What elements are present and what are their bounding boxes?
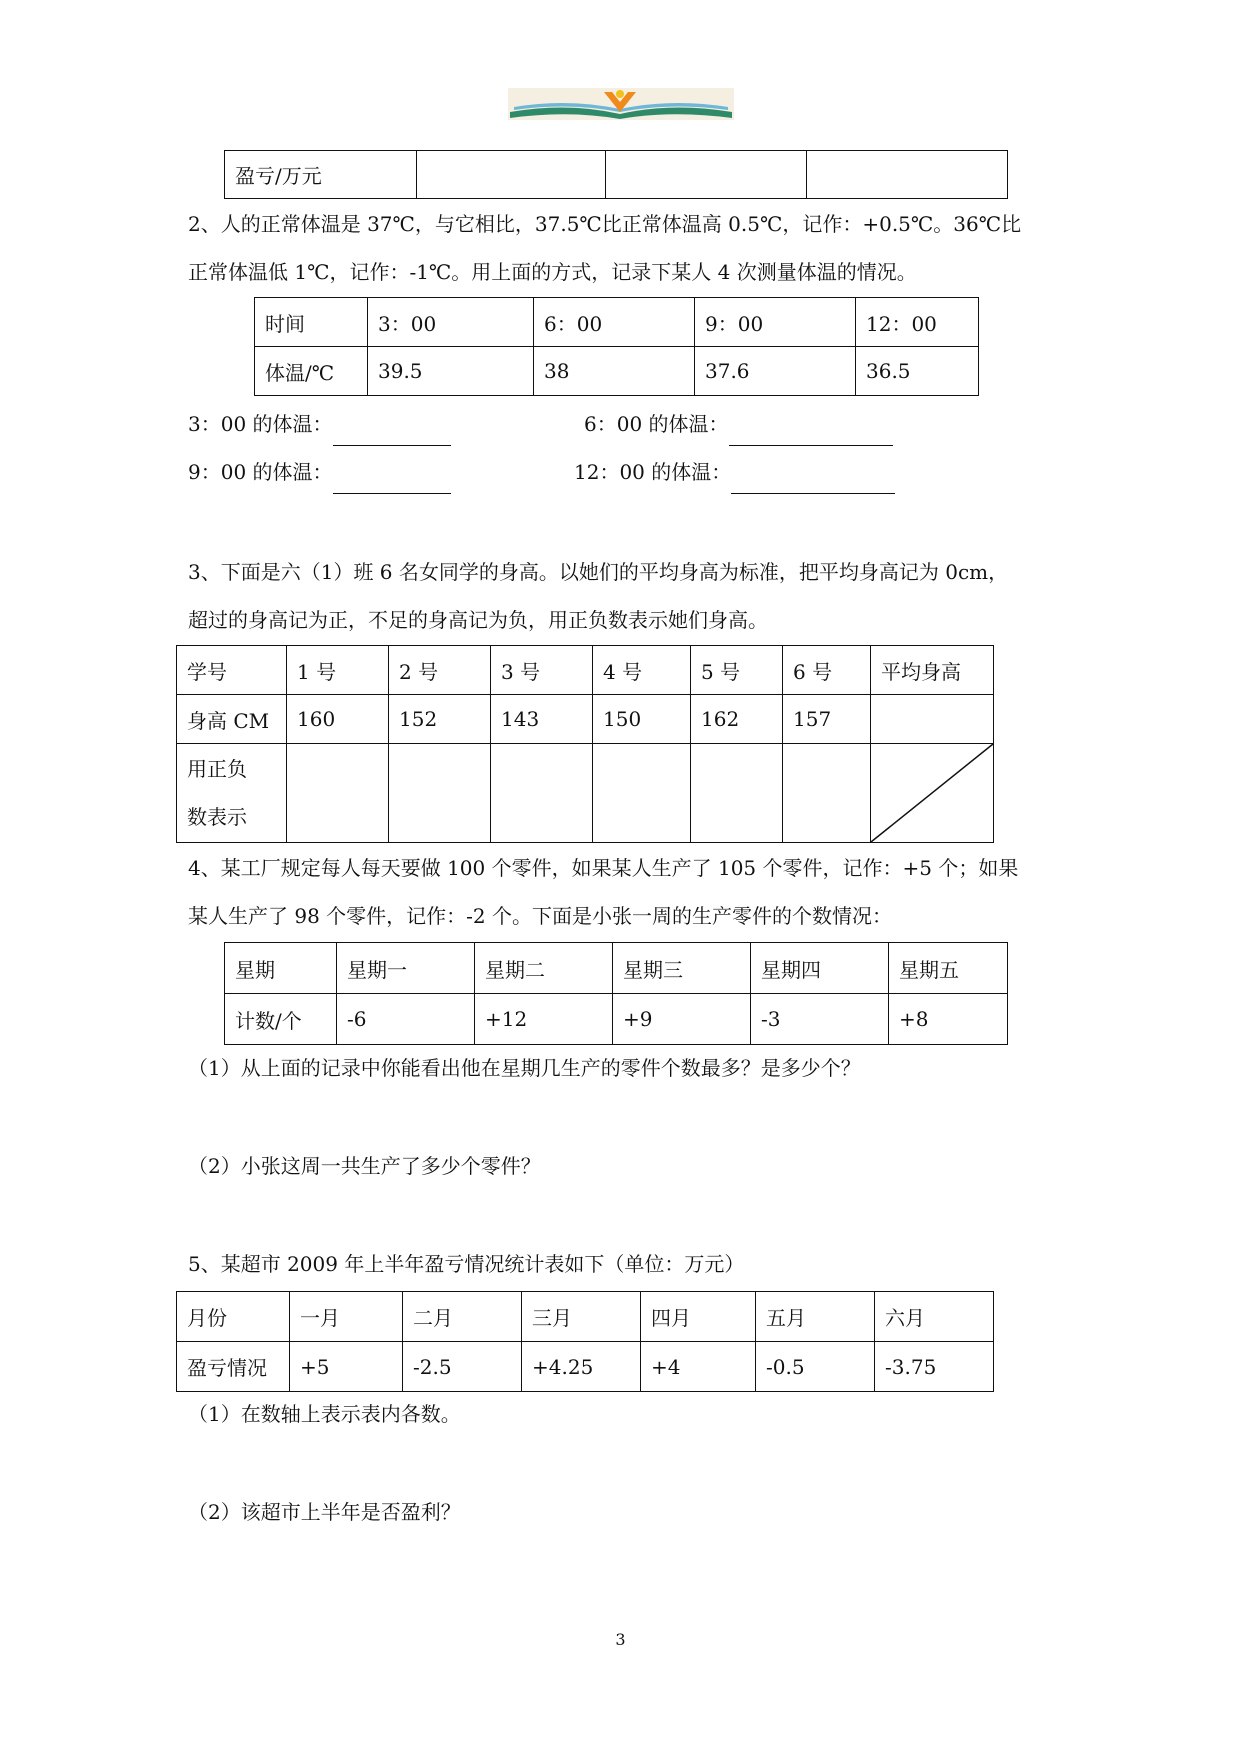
q3-text-line2: 超过的身高记为正，不足的身高记为负，用正负数表示她们身高。 (188, 608, 768, 632)
table-cell: 盈亏/万元 (225, 151, 417, 199)
q4-text-line2: 某人生产了 98 个零件，记作：-2 个。下面是小张一周的生产零件的个数情况： (188, 904, 893, 928)
table-header-cell: 月份 (177, 1292, 290, 1342)
q2-temperature-table (254, 297, 979, 396)
table-cell: -3.75 (875, 1342, 994, 1392)
table-cell: +5 (290, 1342, 403, 1392)
fill-label: 3：00 的体温： (188, 412, 333, 436)
table-cell: 计数/个 (225, 994, 337, 1045)
table-header-cell: 6 号 (783, 646, 871, 695)
table-cell: +4 (641, 1342, 756, 1392)
table-header-cell: 星期一 (337, 943, 475, 994)
table-header-cell: 星期二 (475, 943, 613, 994)
q5-subquestion-1: （1）在数轴上表示表内各数。 (188, 1402, 461, 1426)
q5-text-line1: 5、某超市 2009 年上半年盈亏情况统计表如下（单位：万元） (188, 1252, 745, 1276)
table-cell: +4.25 (522, 1342, 641, 1392)
table-header-cell: 3：00 (368, 298, 534, 347)
table-cell (389, 744, 491, 843)
table-header-cell: 4 号 (593, 646, 691, 695)
table-header-cell: 三月 (522, 1292, 641, 1342)
q3-text-line1: 3、下面是六（1）班 6 名女同学的身高。以她们的平均身高为标准，把平均身高记为 0cm， (188, 560, 1009, 584)
table-header-cell: 2 号 (389, 646, 491, 695)
table-cell: 160 (287, 695, 389, 744)
table-cell (491, 744, 593, 843)
table-cell (177, 744, 287, 843)
table-cell (691, 744, 783, 843)
table-header-cell: 星期四 (751, 943, 889, 994)
table-cell: 143 (491, 695, 593, 744)
fill-label: 6：00 的体温： (584, 412, 729, 436)
table-cell: 体温/℃ (255, 347, 368, 396)
table-header-cell: 12：00 (856, 298, 979, 347)
table-cell: -0.5 (756, 1342, 875, 1392)
table-cell: -3 (751, 994, 889, 1045)
table-cell (606, 151, 807, 199)
table-header-cell: 6：00 (534, 298, 695, 347)
q3-height-table (176, 645, 994, 843)
table-cell: +12 (475, 994, 613, 1045)
fill-label: 9：00 的体温： (188, 460, 333, 484)
page-number: 3 (615, 1630, 626, 1649)
table-cell (287, 744, 389, 843)
q2-text-line1: 2、人的正常体温是 37℃，与它相比，37.5℃比正常体温高 0.5℃，记作：+0.5℃。36℃比 (188, 212, 1022, 236)
q4-parts-table (224, 942, 1008, 1045)
table-cell: 身高 CM (177, 695, 287, 744)
table-header-cell: 星期五 (889, 943, 1008, 994)
answer-blank[interactable] (731, 467, 895, 494)
table-cell: +9 (613, 994, 751, 1045)
q4-subquestion-1: （1）从上面的记录中你能看出他在星期几生产的零件个数最多？是多少个？ (188, 1056, 861, 1080)
table-header-cell: 星期三 (613, 943, 751, 994)
diagonal-cell (871, 744, 994, 843)
q2-fill-3oclock (188, 402, 451, 446)
table-header-cell: 六月 (875, 1292, 994, 1342)
q1-profit-table (224, 150, 1008, 199)
table-header-cell: 平均身高 (871, 646, 994, 695)
q5-subquestion-2: （2）该超市上半年是否盈利？ (188, 1500, 461, 1524)
q2-fill-6oclock (584, 402, 893, 446)
table-cell: 37.6 (695, 347, 856, 396)
table-cell: 盈亏情况 (177, 1342, 290, 1392)
q2-text-line2: 正常体温低 1℃，记作：-1℃。用上面的方式，记录下某人 4 次测量体温的情况。 (188, 260, 917, 284)
table-cell (871, 695, 994, 744)
table-cell: +8 (889, 994, 1008, 1045)
table-header-cell: 9：00 (695, 298, 856, 347)
table-cell: 162 (691, 695, 783, 744)
answer-blank[interactable] (333, 419, 451, 446)
table-header-cell: 学号 (177, 646, 287, 695)
q4-subquestion-2: （2）小张这周一共生产了多少个零件？ (188, 1154, 541, 1178)
q4-text-line1: 4、某工厂规定每人每天要做 100 个零件，如果某人生产了 105 个零件，记作：+5 个；如果 (188, 856, 1019, 880)
q5-profit-table (176, 1291, 994, 1392)
table-header-cell: 星期 (225, 943, 337, 994)
row-label-line: 数表示 (187, 805, 247, 829)
table-cell: -6 (337, 994, 475, 1045)
row-label-line: 用正负 (187, 757, 247, 781)
fill-label: 12：00 的体温： (574, 460, 732, 484)
table-cell: 38 (534, 347, 695, 396)
table-header-cell: 1 号 (287, 646, 389, 695)
table-header-cell: 五月 (756, 1292, 875, 1342)
table-cell: -2.5 (403, 1342, 522, 1392)
table-cell (593, 744, 691, 843)
table-cell: 36.5 (856, 347, 979, 396)
table-cell (417, 151, 606, 199)
header-logo (508, 88, 734, 120)
answer-blank[interactable] (729, 419, 893, 446)
table-header-cell: 3 号 (491, 646, 593, 695)
table-cell: 152 (389, 695, 491, 744)
table-cell: 150 (593, 695, 691, 744)
table-cell (783, 744, 871, 843)
answer-blank[interactable] (333, 467, 451, 494)
table-header-cell: 时间 (255, 298, 368, 347)
table-cell: 39.5 (368, 347, 534, 396)
table-header-cell: 5 号 (691, 646, 783, 695)
table-cell: 157 (783, 695, 871, 744)
q2-fill-9oclock (188, 450, 451, 494)
table-cell (807, 151, 1008, 199)
table-header-cell: 四月 (641, 1292, 756, 1342)
table-header-cell: 二月 (403, 1292, 522, 1342)
q2-fill-12oclock (574, 450, 895, 494)
book-logo-icon (508, 88, 734, 120)
table-header-cell: 一月 (290, 1292, 403, 1342)
diagonal-line-icon (871, 744, 993, 842)
